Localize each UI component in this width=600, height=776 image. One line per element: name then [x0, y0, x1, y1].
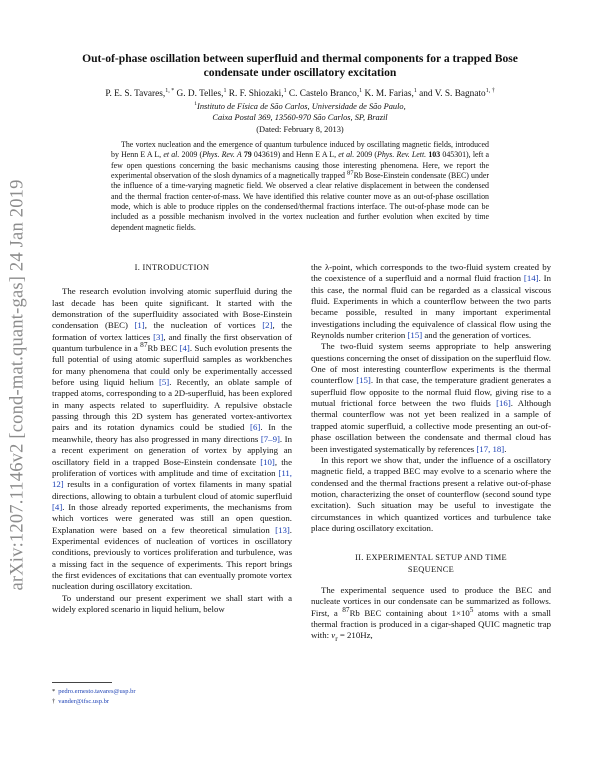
citation-link[interactable]: [17, 18]	[476, 443, 505, 454]
author: G. D. Telles,	[176, 89, 224, 99]
citation-link[interactable]: [3]	[153, 331, 164, 342]
author: P. E. S. Tavares,	[105, 89, 166, 99]
citation-link[interactable]: [4]	[179, 343, 190, 354]
citation-link[interactable]: [14]	[523, 273, 539, 284]
footnote-divider	[52, 682, 112, 683]
author-mark: 1, *	[165, 87, 175, 94]
citation-link[interactable]: [15]	[356, 375, 371, 386]
author-mark: 1	[359, 87, 363, 94]
paragraph: The research evolution involving atomic superfluid during the last decade has been quite significant. It started with the demonstration of the superfluidity associated with Bose-Einstein condensation (BEC) [1], the nucleation of vortices [2], the formation of vortex lattices [3], and finally the first observation of quantum turbulence in a $^{87}$Rb BEC [4]. Such evolution presents the full potential of using atomic superfluid samples as workbenches for many phenomena that could only be experimentally accessed before using liquid helium [5]. Recently, an oblate sample of trapped atoms, corresponding to a 2D-superfluid, has been explored in many aspects related to superfluidity. A repulsive obstacle passing through this 2D system has generated vortex-antivortex pairs and its rotation dynamics could be studied [6]. In the meanwhile, theory has also progressed in many directions [7–9]. In a recent experiment on generation of vortex by applying an oscillatory field in a trapped Bose-Einstein condensate [10], the proliferation of vortices with amplitude and time of excitation [11, 12] results in a configuration of vortex filaments in many spatial directions, allowing to obtain a turbulent cloud of atomic superfluid [4]. In those already reported experiments, the mechanisms from which vortices were generated was still an open question. Explanation were based on a few theoretical simulation [13]. Experimental evidences of nucleation of vortices in oscillatory conditions, previously to vortices proliferation and turbulence, was a missing fact in the sequence of experiments. This report brings the first evidences of excitations that can eventually promote vortex nucleation during oscillatory excitation.	[52, 286, 292, 592]
email-link[interactable]: vander@ifsc.usp.br	[58, 698, 109, 705]
paper-title: Out-of-phase oscillation between superfluid and thermal components for a trapped Bose condensate under oscillatory excitation	[82, 52, 518, 79]
affiliation-line: Instituto de Física de São Carlos, Universidade de São Paulo,	[197, 102, 406, 111]
paragraph: In this report we show that, under the influence of a oscillatory magnetic field, a trapped BEC may evolve to a scenario where the condensed and the thermal fractions present a relative out-of-phase motion, characterizing the onset of counterflow (second sound type excitation). Such situation may be useful to investigate the circumstances in which quantized vortices and turbulence take place during oscillatory excitation.	[311, 454, 551, 533]
author-mark: 1, †	[485, 87, 495, 94]
footnote	[52, 687, 292, 697]
footnotes	[52, 687, 292, 707]
author: K. M. Farias,	[364, 89, 414, 99]
citation-link[interactable]: [2]	[262, 320, 273, 331]
footnote-mark: †	[52, 698, 56, 705]
citation-link[interactable]: [16]	[496, 398, 511, 409]
author-mark: 1	[283, 87, 287, 94]
author-mark: 1	[413, 87, 417, 94]
author: C. Castelo Branco,	[288, 89, 360, 99]
paragraph: the λ-point, which corresponds to the two-fluid system created by the coexistence of a superfluid and a normal fluid fraction [14]. In this case, the normal fluid can be regarded as a classical viscous fluid. Experiments in which a counterflow between the two parts became possible, resulted in many important experimental investigations including the equivalence of classical flow using the Reynolds number criterion [15] and the generation of vortices.	[311, 262, 551, 341]
left-column	[52, 262, 292, 615]
affiliation-mark: 1	[194, 101, 198, 108]
citation-link[interactable]: [15]	[407, 330, 423, 341]
author: and V. S. Bagnato	[419, 89, 486, 99]
citation-link[interactable]: [13]	[275, 524, 290, 535]
paragraph: The experimental sequence used to produce the BEC and nucleate vortices in our condensate can be summarized as follows. First, a $^{87}$Rb BEC containing about $1\times 10^5$ atoms with a small thermal fraction is produced in a cigar-shaped QUIC magnetic trap with: $\nu_r = 210Hz$,	[311, 584, 552, 644]
citation-link[interactable]: [5]	[158, 377, 170, 388]
paragraph: The two-fluid system seems appropriate to help answering questions concerning the onset of dissipation on the superfluid flow. One of most interesting counterflow experiments is the thermal counterflow [15]. In that case, the temperature gradient generates a superfluid flow opposite to the normal fluid flow, giving rise to a mutual frictional force between the two fluids [16]. Although thermal counterflow was not yet been realized in a sample of trapped atomic superfluid, a collective mode presenting an out-of-phase oscillation between the condensate and thermal cloud has been investigated systematically by references [17, 18].	[311, 341, 552, 454]
footnote	[52, 697, 292, 707]
citation-link[interactable]: [1]	[134, 320, 145, 331]
section-heading-introduction: I. INTRODUCTION	[134, 263, 210, 272]
date-line: (Dated: February 8, 2013)	[256, 125, 344, 134]
author: R. F. Shiozaki,	[228, 89, 284, 99]
footnote-mark: *	[52, 688, 56, 695]
citation-link[interactable]: [10]	[260, 456, 275, 467]
affiliation-line: Caixa Postal 369, 13560-970 São Carlos, SP, Brazil	[212, 113, 388, 122]
section-heading-experimental-setup: II. EXPERIMENTAL SETUP AND TIME SEQUENCE	[355, 553, 507, 574]
right-column	[311, 262, 551, 644]
paragraph: To understand our present experiment we shall start with a widely explored scenario in liquid helium, below	[52, 592, 292, 614]
citation-link[interactable]: [4]	[52, 501, 63, 512]
arxiv-identifier	[3, 80, 33, 690]
author-list	[60, 88, 540, 100]
citation-link[interactable]: [11, 12]	[52, 467, 292, 490]
citation-link[interactable]: [7–9]	[260, 433, 280, 444]
abstract: The vortex nucleation and the emergence of quantum turbulence induced by oscillating magnetic fields, introduced by Henn E A L, et al. 2009 (Phys. Rev. A 79 043619) and Henn E A L, et al. 2009 (Phys. Rev. Lett. 103 045301), left a few open questions concerning the basic mechanisms causing those interesting phenomena. Here, we report the experimental observation of the slosh dynamics of a magnetically trapped $^{87}$Rb Bose-Einstein condensate (BEC) under the influence of a time-varying magnetic field. We observed a clear relative displacement in between the condensed and the thermal fraction center-of-mass. We have identified this relative counter move as an out-of-phase oscillation mode, which is able to produce ripples on the condensed/thermal fractions interface. The out-of-phase mode can be included as a possible mechanism involved in the vortex nucleation and further evolution when excited by time dependent magnetic fields.	[111, 140, 490, 232]
citation-link[interactable]: [6]	[250, 422, 261, 433]
author-mark: 1	[223, 87, 227, 94]
arxiv-identifier-text: arXiv:1207.1146v2 [cond-mat.quant-gas] 24 Jan 2019	[7, 179, 28, 591]
email-link[interactable]: pedro.ernesto.tavares@usp.br	[58, 688, 136, 695]
affiliation	[60, 101, 540, 123]
